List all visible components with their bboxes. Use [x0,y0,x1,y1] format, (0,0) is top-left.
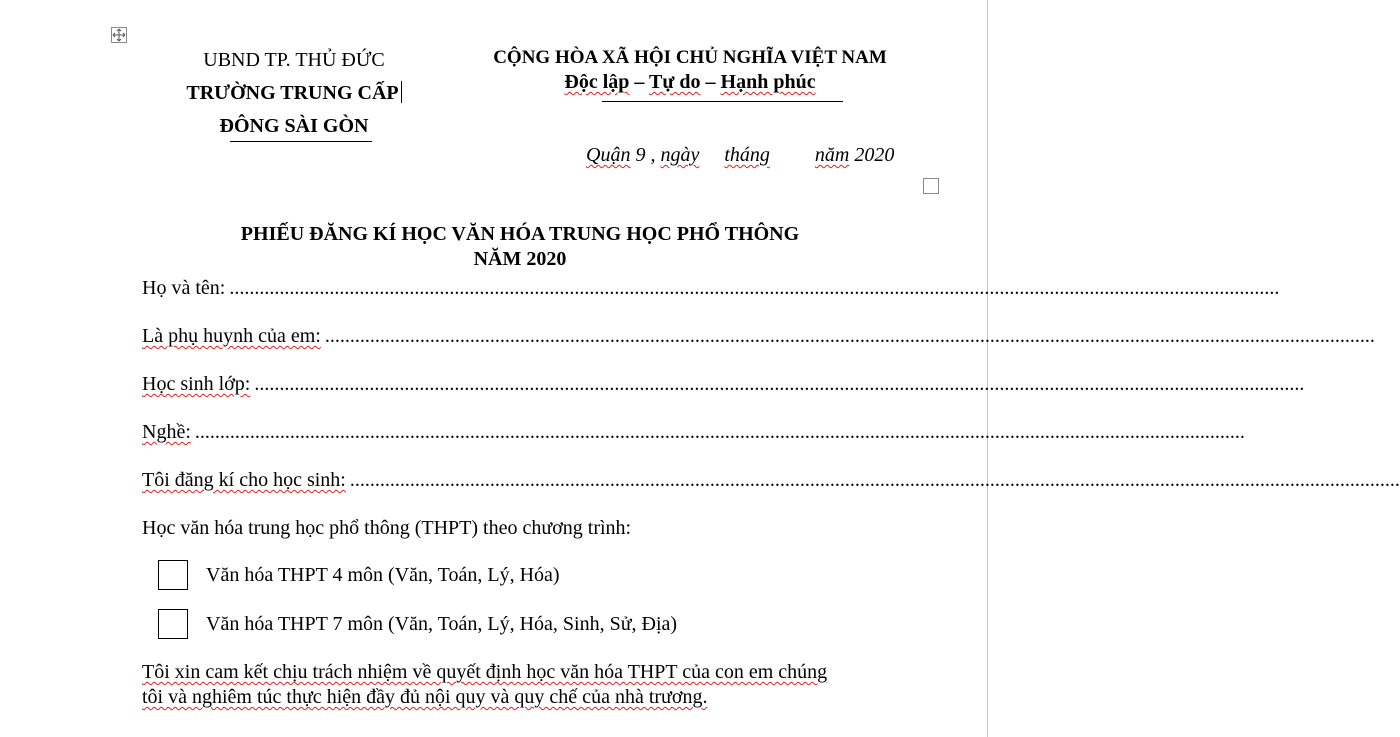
option-4-subjects[interactable] [158,560,560,590]
checkbox-7-subjects[interactable] [158,609,188,639]
fill-in-dots: .................................................................................................................................................................................................................. [324,325,1375,347]
header-right [470,45,910,95]
table-resize-handle-icon[interactable] [923,178,939,194]
field-label: Học sinh lớp: [142,373,251,395]
form-title [140,222,900,272]
option-label: Văn hóa THPT 7 môn (Văn, Toán, Lý, Hóa, Sinh, Sử, Địa) [206,612,678,635]
program-intro: Học văn hóa trung học phổ thông (THPT) theo chương trình: [142,517,632,539]
date-line: Quận 9 , ngày tháng năm 2020 [586,144,895,166]
field-register-student[interactable] [142,468,1400,492]
table-move-handle-icon[interactable] [111,27,127,43]
field-occupation[interactable] [142,420,1245,444]
commitment-line2: tôi và nghiêm túc thực hiện đầy đủ nội quy và quy chế của nhà trương. [142,686,708,708]
page-edge [987,0,988,737]
header-left-rule [230,141,372,142]
district-name: UBND TP. THỦ ĐỨC [203,49,385,71]
school-name-line1: TRƯỜNG TRUNG CẤP [172,77,416,110]
option-7-subjects[interactable] [158,609,677,639]
commitment-text [142,660,902,710]
fill-in-dots: .................................................................................................................................................................................................................. [254,373,1305,395]
school-name-line2: ĐÔNG SÀI GÒN [219,115,369,137]
header-right-rule [602,101,843,102]
header-left [172,44,416,143]
field-student-class[interactable] [142,372,1305,396]
field-label: Họ và tên: [142,277,226,299]
text-cursor [401,81,402,103]
checkbox-4-subjects[interactable] [158,560,188,590]
field-label: Tôi đăng kí cho học sinh: [142,469,346,491]
form-title-line1: PHIẾU ĐĂNG KÍ HỌC VĂN HÓA TRUNG HỌC PHỔ THÔNG [240,223,800,245]
commitment-line1: Tôi xin cam kết chịu trách nhiệm về quyết định học văn hóa THPT của con em chúng [142,661,828,683]
fill-in-dots: .................................................................................................................................................................................................................. [229,277,1280,299]
field-label: Nghề: [142,421,191,443]
form-title-line2: NĂM 2020 [473,248,567,270]
country-name: CỘNG HÒA XÃ HỘI CHỦ NGHĨA VIỆT NAM [493,47,887,68]
fill-in-dots: .................................................................................................................................................................................................................. [349,469,1400,491]
field-full-name[interactable] [142,276,1280,300]
field-label: Là phụ huynh của em: [142,325,321,347]
field-parent-of[interactable] [142,324,1375,348]
option-label: Văn hóa THPT 4 môn (Văn, Toán, Lý, Hóa) [206,563,560,586]
fill-in-dots: .................................................................................................................................................................................................................. [194,421,1245,443]
national-motto: Độc lập – Tự do – Hạnh phúc [564,71,816,93]
